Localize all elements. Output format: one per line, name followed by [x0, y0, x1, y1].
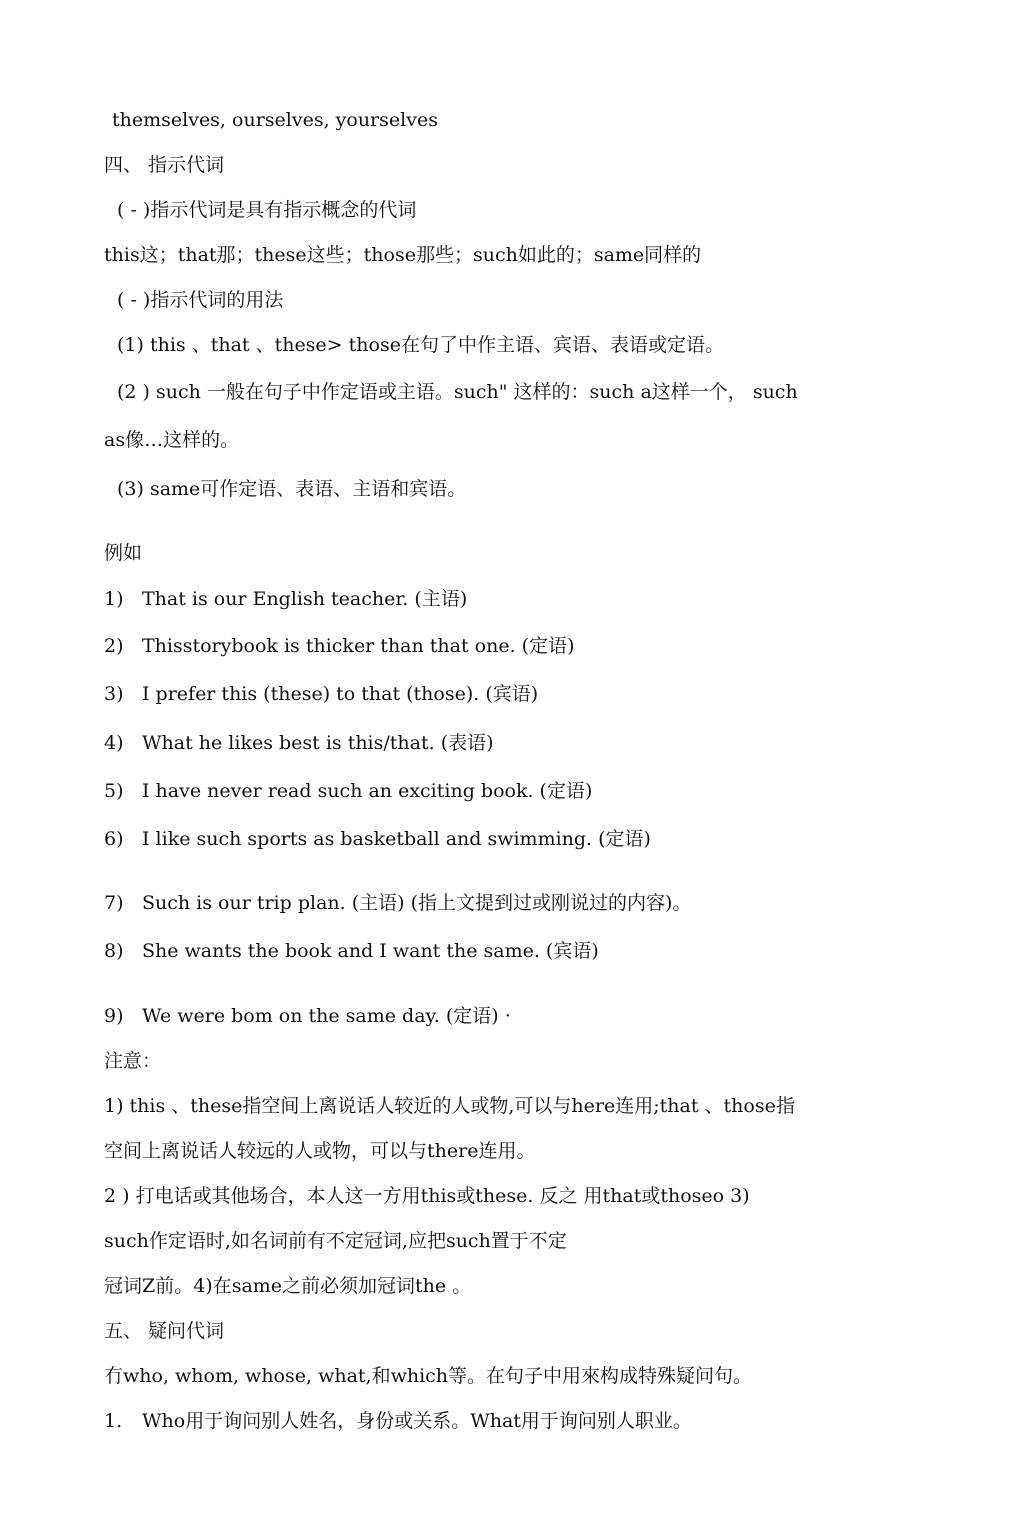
list-item	[104, 778, 592, 804]
list-item	[104, 633, 574, 659]
note-heading: 注意：	[104, 1050, 162, 1072]
section-heading: 五、 疑问代词	[104, 1320, 225, 1342]
list-number: 2)	[104, 635, 124, 657]
list-item	[104, 681, 538, 707]
list-number: 1)	[104, 588, 124, 610]
list-text: She wants the book and I want the same. (宾语)	[142, 940, 599, 962]
subsection-heading: ( - )指示代词是具有指示概念的代词	[117, 199, 417, 221]
list-text: Such is our trip plan. (主语) (指上文提到过或刚说过的内容)。	[142, 892, 692, 914]
examples-heading: 例如	[104, 542, 143, 564]
list-text: We were bom on the same day. (定语) ·	[142, 1005, 511, 1027]
text-line: this这；that那；these这些；those那些；such如此的；same同样的	[104, 244, 702, 266]
text-line: 冇who, whom, whose, what,和which等。在句子中用來构成特殊疑问句。	[104, 1365, 753, 1387]
list-text: Who用于询问别人姓名，身份或关系。What用于询问别人职业。	[142, 1410, 692, 1432]
list-number: 3)	[104, 683, 124, 705]
list-text: That is our English teacher. (主语)	[142, 588, 468, 610]
list-item	[104, 730, 494, 756]
list-number: 9)	[104, 1005, 124, 1027]
text-line: 1) this 、these指空间上离说话人较近的人或物,可以与here连用;that 、those指	[104, 1095, 795, 1117]
list-item	[104, 890, 691, 916]
list-item	[104, 938, 599, 964]
list-number: 5)	[104, 780, 124, 802]
text-line: 冠词Z前。4)在same之前必须加冠词the 。	[104, 1275, 472, 1297]
list-item	[104, 1003, 511, 1029]
text-line: such作定语时,如名词前有不定冠词,应把such置于不定	[104, 1230, 567, 1252]
list-item	[104, 826, 651, 852]
list-number: 7)	[104, 892, 124, 914]
list-item	[104, 586, 467, 612]
text-line: (3) same可作定语、表语、主语和宾语。	[117, 478, 467, 500]
text-line: as像…这样的。	[104, 429, 240, 451]
text-line: (2 ) such 一般在句子中作定语或主语。such" 这样的：such a这样一个， such	[117, 381, 798, 403]
list-number: 8)	[104, 940, 124, 962]
text-line: 空间上离说话人较远的人或物，可以与there连用。	[104, 1140, 536, 1162]
list-number: 4)	[104, 732, 124, 754]
list-text: I have never read such an exciting book. (定语)	[142, 780, 593, 802]
list-text: Thisstorybook is thicker than that one. (定语)	[142, 635, 575, 657]
subsection-heading: ( - )指示代词的用法	[117, 289, 284, 311]
list-number: 6)	[104, 828, 124, 850]
section-heading: 四、 指示代词	[104, 154, 225, 176]
list-text: I prefer this (these) to that (those). (宾语)	[142, 683, 539, 705]
text-line: themselves, ourselves, yourselves	[112, 109, 438, 131]
list-text: I like such sports as basketball and swimming. (定语)	[142, 828, 651, 850]
list-text: What he likes best is this/that. (表语)	[142, 732, 494, 754]
list-number: 1.	[104, 1410, 123, 1432]
text-line: (1) this 、that 、these> those在句了中作主语、宾语、表语或定语。	[117, 334, 724, 356]
list-item	[104, 1408, 692, 1434]
text-line: 2 ) 打电话或其他场合，本人这一方用this或these. 反之 用that或thoseo 3)	[104, 1185, 750, 1207]
